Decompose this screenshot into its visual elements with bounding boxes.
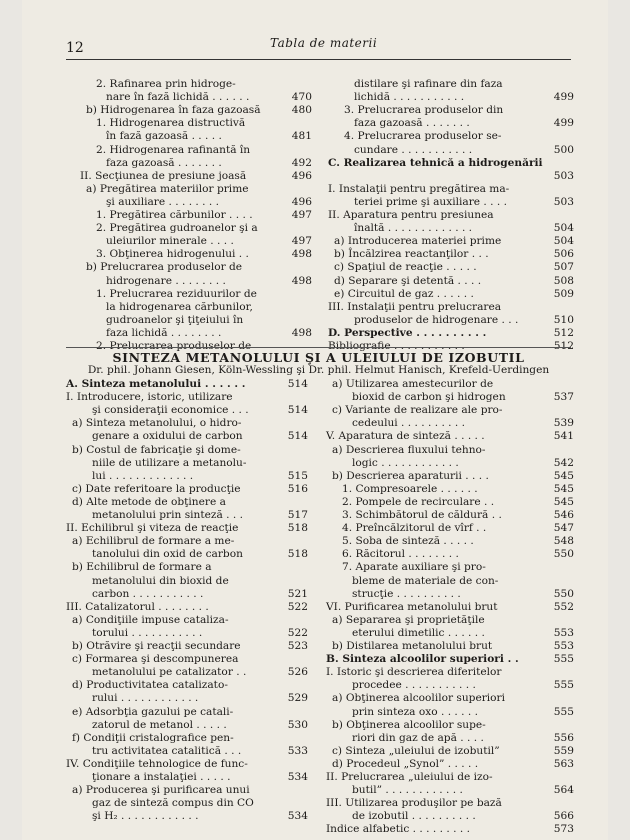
toc-entry-text: metanolului pe catalizator . . — [92, 666, 247, 679]
section-rule — [66, 347, 571, 348]
toc-entry-text: a) Separarea şi proprietăţile — [332, 613, 485, 626]
toc-entry-text: bleme de materiale de con- — [352, 574, 499, 587]
toc-page-number: 526 — [287, 666, 308, 679]
toc-page-number: 566 — [553, 810, 574, 823]
toc-page-number: 542 — [553, 456, 574, 469]
toc-entry-text: 1. Compresoarele . . . . . . — [342, 482, 478, 495]
toc-page-number: 545 — [553, 482, 574, 495]
toc-page-number: 498 — [291, 274, 312, 287]
toc-page-number: 504 — [553, 235, 574, 248]
toc-entry-text: faza gazoasă . . . . . . . — [354, 117, 470, 130]
toc-page-number: 529 — [287, 692, 308, 705]
toc-entry-text: c) Spaţiul de reacţie . . . . . — [334, 261, 477, 274]
toc-entry-text: Indice alfabetic . . . . . . . . . — [326, 823, 470, 836]
toc-page-number: 496 — [291, 195, 312, 208]
toc-page-number: 503 — [553, 169, 574, 182]
toc-page-number: 470 — [291, 91, 312, 104]
toc-page-number: 506 — [553, 248, 574, 261]
toc-page-number: 480 — [291, 104, 312, 117]
toc-entry-text: riori din gaz de apă . . . . — [352, 731, 484, 744]
toc-entry-text: 1. Prelucrarea reziduurilor de — [96, 287, 257, 300]
toc-entry-text: II. Echilibrul şi viteza de reacţie — [66, 522, 239, 535]
toc-page-number: 496 — [291, 169, 312, 182]
toc-page-number: 507 — [553, 261, 574, 274]
toc-entry-text: d) Procedeul „Synol” . . . . . — [332, 757, 479, 770]
toc-page-number: 530 — [287, 718, 308, 731]
toc-entry-text: a) Echilibrul de formare a me- — [72, 535, 235, 548]
toc-entry-text: 5. Soba de sinteză . . . . . — [342, 535, 474, 548]
toc-page-number: 573 — [553, 823, 574, 836]
toc-entry-text: tru activitatea catalitică . . . — [92, 744, 242, 757]
toc-entry-text: III. Catalizatorul . . . . . . . . — [66, 600, 209, 613]
toc-entry-text: c) Variante de realizare ale pro- — [332, 404, 503, 417]
toc-page-number: 564 — [553, 784, 574, 797]
section-title: SINTEZA METANOLULUI ŞI A ULEIULUI DE IZOBUTIL — [112, 350, 525, 365]
toc-page-number: 510 — [553, 313, 574, 326]
toc-entry-text: metanolului prin sinteză . . . — [92, 509, 243, 521]
toc-entry-text: 1. Pregătirea cărbunilor . . . . — [96, 209, 253, 221]
toc-entry-text: I. Introducere, istoric, utilizare — [66, 391, 233, 404]
toc-entry-text: b) Hidrogenarea în faza gazoasă — [86, 104, 261, 117]
toc-entry-text: e) Adsorbţia gazului pe catali- — [72, 705, 234, 718]
toc-entry-text: 3. Prelucrarea produselor din — [344, 104, 504, 117]
toc-page-number: 539 — [553, 417, 574, 430]
toc-entry-text: uleiurilor minerale . . . . — [106, 235, 234, 248]
toc-page-number: 503 — [553, 195, 574, 208]
toc-entry-text: niile de utilizare a metanolu- — [92, 456, 247, 469]
toc-page-number: 497 — [291, 235, 312, 248]
toc-page-number: 550 — [553, 548, 574, 561]
toc-page-number: 555 — [553, 653, 574, 666]
toc-entry-text: c) Date referitoare la producţie — [72, 482, 241, 495]
toc-page-number: 498 — [291, 248, 312, 261]
toc-entry-text: faza lichidă . . . . . . . . — [106, 326, 222, 339]
toc-page-number: 515 — [287, 469, 308, 482]
toc-page-number: 521 — [287, 587, 308, 600]
toc-page-number: 512 — [553, 326, 574, 339]
toc-entry-text: cedeului . . . . . . . . . . — [352, 417, 466, 430]
toc-entry-text: butil” . . . . . . . . . . . . — [352, 784, 463, 797]
toc-entry-text: torului . . . . . . . . . . . — [92, 626, 203, 639]
toc-entry-text: 1. Hidrogenarea distructivă — [96, 117, 246, 130]
toc-entry-text: b) Costul de fabricaţie şi dome- — [72, 443, 241, 456]
toc-entry-text: 2. Pompele de recirculare . . — [342, 495, 495, 508]
toc-entry-text: a) Pregătirea materiilor prime — [86, 182, 249, 195]
toc-entry-text: a) Producerea şi purificarea unui — [72, 784, 250, 797]
toc-entry-text: strucţie . . . . . . . . . . — [352, 587, 461, 600]
toc-page-number: 481 — [291, 130, 312, 143]
toc-entry-text: a) Sinteza metanolului, o hidro- — [72, 417, 242, 430]
toc-entry-text: de izobutil . . . . . . . . . . — [352, 810, 476, 823]
toc-page-number: 547 — [553, 522, 574, 535]
toc-page-number: 534 — [287, 771, 308, 783]
toc-entry-text: d) Alte metode de obţinere a — [72, 495, 226, 508]
toc-page-number: 518 — [287, 522, 308, 535]
toc-entry-text: Bibliografie . . . . . . . . . . . — [328, 340, 465, 352]
header-rule — [66, 59, 571, 60]
toc-entry-text: tanolului din oxid de carbon — [92, 548, 243, 561]
toc-entry-text: a) Condiţiile impuse cataliza- — [72, 613, 229, 626]
toc-entry-text: ţionare a instalaţiei . . . . . — [92, 771, 231, 783]
toc-entry-text: zatorul de metanol . . . . . — [92, 718, 227, 731]
toc-entry-text: a) Obţinerea alcoolilor superiori — [332, 692, 505, 705]
toc-entry-text: metanolului din bioxid de — [92, 574, 229, 587]
toc-page-number: 545 — [553, 469, 574, 482]
running-title: Tabla de materii — [270, 36, 378, 50]
toc-entry-text: faza gazoasă . . . . . . . — [106, 156, 222, 169]
toc-page-number: 552 — [553, 600, 574, 613]
toc-entry-text: b) Descrierea aparaturii . . . . — [332, 469, 489, 482]
toc-entry-text: a) Introducerea materiei prime — [334, 235, 502, 248]
toc-entry-text: V. Aparatura de sinteză . . . . . — [326, 430, 485, 443]
toc-entry-text: teriei prime şi auxiliare . . . . — [354, 195, 507, 208]
toc-page-number: 534 — [287, 810, 308, 823]
toc-page-number: 555 — [553, 679, 574, 692]
toc-page-number: 522 — [287, 626, 308, 639]
toc-page-number: 518 — [287, 548, 308, 561]
toc-page-number: 492 — [291, 156, 312, 169]
toc-entry-text: 2. Rafinarea prin hidroge- — [96, 78, 236, 90]
toc-page-number: 498 — [291, 326, 312, 339]
toc-page-number: 504 — [553, 222, 574, 235]
page-number: 12 — [66, 40, 84, 56]
toc-entry-text: gudroanelor şi ţiţeiului în — [106, 313, 244, 326]
toc-entry-text: 6. Răcitorul . . . . . . . . — [342, 548, 459, 561]
toc-page-number: 563 — [553, 757, 574, 770]
toc-entry-text: b) Încălzirea reactanţilor . . . — [334, 248, 489, 261]
toc-entry-text: I. Istoric şi descrierea diferitelor — [326, 666, 502, 679]
toc-page-number: 499 — [553, 117, 574, 130]
toc-page-number: 512 — [553, 340, 574, 352]
toc-entry-text: A. Sinteza metanolului . . . . . . — [66, 378, 246, 390]
toc-entry-text: D. Perspective . . . . . . . . . . — [328, 326, 487, 339]
toc-entry-text: III. Instalaţii pentru prelucrarea — [328, 300, 502, 313]
toc-entry-text: 2. Hidrogenarea rafinantă în — [96, 143, 251, 156]
toc-entry-text: cundare . . . . . . . . . . . — [354, 143, 473, 156]
toc-page-number: 548 — [553, 535, 574, 548]
toc-entry-text: lichidă . . . . . . . . . . . — [354, 91, 465, 104]
toc-page-number: 555 — [553, 705, 574, 718]
toc-entry-text: II. Aparatura pentru presiunea — [328, 209, 494, 221]
toc-page-number: 516 — [287, 482, 308, 495]
toc-entry-text: şi H₂ . . . . . . . . . . . . — [92, 810, 199, 823]
toc-entry-text: e) Circuitul de gaz . . . . . . — [334, 287, 474, 300]
toc-entry-text: 7. Aparate auxiliare şi pro- — [342, 561, 486, 574]
toc-entry-text: în fază gazoasă . . . . . — [106, 130, 222, 143]
toc-entry-text: 2. Pregătirea gudroanelor şi a — [96, 222, 258, 235]
toc-page-number: 517 — [287, 509, 308, 521]
toc-entry-text: produselor de hidrogenare . . . — [354, 313, 519, 326]
toc-page-number: 537 — [553, 391, 574, 404]
toc-entry-text: b) Prelucrarea produselor de — [86, 261, 243, 274]
toc-entry-text: IV. Condiţiile tehnologice de func- — [66, 757, 248, 770]
toc-entry-text: II. Secţiunea de presiune joasă — [80, 169, 247, 182]
toc-entry-text: şi auxiliare . . . . . . . . — [106, 195, 219, 208]
toc-entry-text: b) Obţinerea alcoolilor supe- — [332, 718, 486, 731]
toc-entry-text: b) Otrăvire şi reacţii secundare — [72, 640, 241, 652]
toc-entry-text: hidrogenare . . . . . . . . — [106, 274, 226, 287]
toc-entry-text: b) Distilarea metanolului brut — [332, 640, 493, 652]
toc-page-number: 541 — [553, 430, 574, 443]
toc-entry-text: nare în fază lichidă . . . . . . — [106, 91, 250, 104]
toc-page-number: 533 — [287, 744, 308, 757]
toc-entry-text: VI. Purificarea metanolului brut — [326, 600, 498, 613]
toc-entry-text: 3. Schimbătorul de căldură . . — [342, 509, 502, 521]
toc-entry-text: d) Productivitatea catalizato- — [72, 679, 228, 692]
toc-page-number: 553 — [553, 626, 574, 639]
toc-entry-text: procedee . . . . . . . . . . . — [352, 679, 476, 692]
toc-entry-text: distilare şi rafinare din faza — [354, 78, 503, 90]
toc-page-number: 508 — [553, 274, 574, 287]
toc-entry-text: C. Realizarea tehnică a hidrogenării — [328, 156, 543, 169]
toc-entry-text: carbon . . . . . . . . . . . — [92, 587, 204, 600]
toc-page-number: 497 — [291, 209, 312, 221]
toc-page-number: 514 — [287, 378, 308, 390]
toc-page-number: 514 — [287, 404, 308, 417]
toc-entry-text: 4. Prelucrarea produselor se- — [344, 130, 502, 143]
toc-entry-text: c) Sinteza „uleiului de izobutil” — [332, 744, 500, 757]
toc-page-number: 522 — [287, 600, 308, 613]
toc-entry-text: bioxid de carbon şi hidrogen — [352, 391, 506, 404]
toc-entry-text: f) Condiţii cristalografice pen- — [72, 731, 234, 744]
toc-entry-text: la hidrogenarea cărbunilor, — [106, 300, 253, 313]
toc-entry-text: d) Separare şi detentă . . . . — [334, 274, 482, 287]
toc-entry-text: genare a oxidului de carbon — [92, 430, 243, 443]
toc-page-number: 545 — [553, 495, 574, 508]
toc-page-number: 546 — [553, 509, 574, 521]
toc-entry-text: b) Echilibrul de formare a — [72, 561, 212, 574]
toc-page-number: 523 — [287, 640, 308, 652]
toc-entry-text: 2. Prelucrarea produselor de — [96, 340, 252, 352]
toc-entry-text: şi consideraţii economice . . . — [92, 404, 249, 417]
toc-entry-text: 4. Preîncălzitorul de vîrf . . — [342, 522, 487, 535]
toc-page-number: 556 — [553, 731, 574, 744]
toc-entry-text: lui . . . . . . . . . . . . . — [92, 469, 194, 482]
section-authors: Dr. phil. Johann Giesen, Köln-Wessling şi Dr. phil. Helmut Hanisch, Krefeld-Uerdingen — [87, 364, 550, 376]
toc-page-number: 509 — [553, 287, 574, 300]
toc-entry-text: logic . . . . . . . . . . . . — [352, 456, 459, 469]
toc-entry-text: B. Sinteza alcoolilor superiori . . — [326, 653, 519, 666]
toc-entry-text: I. Instalaţii pentru pregătirea ma- — [328, 182, 510, 195]
toc-entry-text: gaz de sinteză compus din CO — [92, 797, 254, 810]
toc-entry-text: eterului dimetilic . . . . . . — [352, 626, 485, 639]
toc-page-number: 553 — [553, 640, 574, 652]
toc-entry-text: a) Utilizarea amestecurilor de — [332, 378, 494, 390]
toc-entry-text: II. Prelucrarea „uleiului de izo- — [326, 771, 493, 783]
toc-entry-text: prin sinteza oxo . . . . . . — [352, 705, 479, 718]
toc-page-number: 499 — [553, 91, 574, 104]
toc-page-number: 514 — [287, 430, 308, 443]
toc-page-number: 550 — [553, 587, 574, 600]
toc-entry-text: c) Formarea şi descompunerea — [72, 653, 239, 666]
toc-entry-text: III. Utilizarea produşilor pe bază — [326, 797, 502, 810]
toc-page-number: 559 — [553, 744, 574, 757]
toc-entry-text: rului . . . . . . . . . . . . — [92, 692, 199, 705]
toc-page-number: 500 — [553, 143, 574, 156]
toc-entry-text: a) Descrierea fluxului tehno- — [332, 443, 486, 456]
toc-entry-text: înaltă . . . . . . . . . . . . . — [354, 222, 473, 235]
toc-entry-text: 3. Obţinerea hidrogenului . . — [96, 248, 249, 261]
